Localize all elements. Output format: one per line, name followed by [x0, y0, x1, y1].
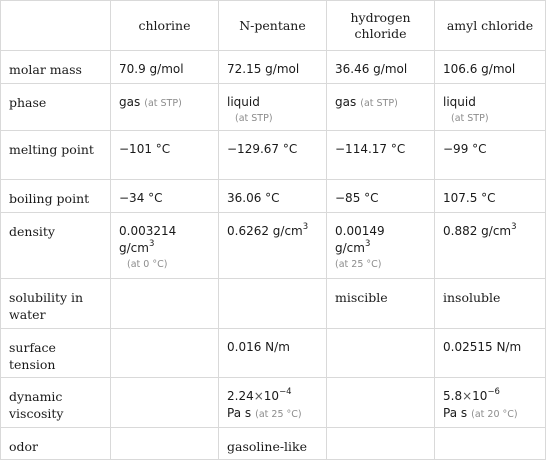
- viscosity-amyl-chloride: [435, 378, 546, 428]
- melting-point-chlorine: −101 °C: [111, 131, 219, 180]
- boiling-point-amyl-chloride: 107.5 °C: [435, 180, 546, 213]
- phase-value: gas: [335, 95, 357, 109]
- viscosity-exponent: −4: [279, 387, 292, 397]
- density-unit: g/cm: [119, 241, 149, 255]
- boiling-point-n-pentane: 36.06 °C: [219, 180, 327, 213]
- surface-tension-chlorine: [111, 329, 219, 378]
- phase-note: (at STP): [451, 113, 489, 124]
- solubility-hydrogen-chloride: miscible: [327, 279, 435, 329]
- row-label-melting-point: melting point: [1, 131, 111, 180]
- solubility-amyl-chloride: insoluble: [435, 279, 546, 329]
- boiling-point-chlorine: −34 °C: [111, 180, 219, 213]
- row-surface-tension: [1, 329, 546, 378]
- melting-point-n-pentane: −129.67 °C: [219, 131, 327, 180]
- row-label-phase: phase: [1, 84, 111, 131]
- density-amyl-chloride: [435, 213, 546, 279]
- density-value: 0.003214: [119, 224, 177, 238]
- density-note: (at 25 °C): [335, 259, 382, 270]
- viscosity-chlorine: [111, 378, 219, 428]
- row-solubility: [1, 279, 546, 329]
- row-density: [1, 213, 546, 279]
- odor-n-pentane: gasoline-like: [219, 428, 327, 460]
- row-label-molar-mass: molar mass: [1, 51, 111, 84]
- times-sign: ×: [253, 389, 264, 403]
- row-phase: [1, 84, 546, 131]
- phase-chlorine: [111, 84, 219, 131]
- density-value: 0.00149: [335, 224, 385, 238]
- row-label-surface-tension: surface tension: [1, 329, 111, 378]
- surface-tension-amyl-chloride: 0.02515 N/m: [435, 329, 546, 378]
- density-value: 0.6262 g/cm: [227, 224, 303, 238]
- phase-value: gas: [119, 95, 141, 109]
- col-header-chlorine: chlorine: [111, 1, 219, 51]
- surface-tension-n-pentane: 0.016 N/m: [219, 329, 327, 378]
- density-unit-exponent: 3: [148, 239, 155, 249]
- viscosity-n-pentane: [219, 378, 327, 428]
- row-label-solubility: solubility in water: [1, 279, 111, 329]
- phase-note: (at STP): [360, 98, 398, 109]
- density-unit-exponent: 3: [364, 239, 371, 249]
- row-melting-point: [1, 131, 546, 180]
- molar-mass-amyl-chloride: 106.6 g/mol: [435, 51, 546, 84]
- row-label-dynamic-viscosity: dynamic viscosity: [1, 378, 111, 428]
- row-label-density: density: [1, 213, 111, 279]
- density-note: (at 0 °C): [127, 259, 168, 270]
- phase-hydrogen-chloride: [327, 84, 435, 131]
- molar-mass-n-pentane: 72.15 g/mol: [219, 51, 327, 84]
- row-boiling-point: [1, 180, 546, 213]
- phase-note: (at STP): [235, 113, 273, 124]
- col-header-hydrogen-chloride: hydrogen chloride: [327, 1, 435, 51]
- molar-mass-chlorine: 70.9 g/mol: [111, 51, 219, 84]
- boiling-point-hydrogen-chloride: −85 °C: [327, 180, 435, 213]
- col-header-n-pentane: N-pentane: [219, 1, 327, 51]
- density-unit-exponent: 3: [511, 222, 517, 232]
- times-sign: ×: [462, 389, 473, 403]
- viscosity-base: 10: [263, 389, 280, 403]
- phase-value: liquid: [227, 95, 260, 109]
- density-hydrogen-chloride: [327, 213, 435, 279]
- density-chlorine: [111, 213, 219, 279]
- col-header-amyl-chloride: amyl chloride: [435, 1, 546, 51]
- solubility-chlorine: [111, 279, 219, 329]
- surface-tension-hydrogen-chloride: [327, 329, 435, 378]
- phase-value: liquid: [443, 95, 476, 109]
- molar-mass-hydrogen-chloride: 36.46 g/mol: [327, 51, 435, 84]
- row-molar-mass: [1, 51, 546, 84]
- solubility-n-pentane: [219, 279, 327, 329]
- viscosity-hydrogen-chloride: [327, 378, 435, 428]
- density-unit-exponent: 3: [302, 222, 309, 232]
- viscosity-unit: Pa s: [227, 406, 252, 420]
- phase-amyl-chloride: [435, 84, 546, 131]
- melting-point-amyl-chloride: −99 °C: [435, 131, 546, 180]
- viscosity-mantissa: 2.24: [227, 389, 254, 403]
- viscosity-note: (at 25 °C): [255, 409, 302, 420]
- viscosity-mantissa: 5.8: [443, 389, 463, 403]
- melting-point-hydrogen-chloride: −114.17 °C: [327, 131, 435, 180]
- phase-note: (at STP): [144, 98, 182, 109]
- odor-chlorine: [111, 428, 219, 460]
- row-label-odor: odor: [1, 428, 111, 460]
- viscosity-base: 10: [472, 389, 488, 403]
- phase-n-pentane: [219, 84, 327, 131]
- corner-cell: [1, 1, 111, 51]
- viscosity-note: (at 20 °C): [471, 409, 518, 420]
- density-unit: g/cm: [335, 241, 365, 255]
- viscosity-exponent: −6: [487, 387, 500, 397]
- row-odor: [1, 428, 546, 460]
- density-value: 0.882 g/cm: [443, 224, 512, 238]
- density-n-pentane: [219, 213, 327, 279]
- row-label-boiling-point: boiling point: [1, 180, 111, 213]
- row-dynamic-viscosity: [1, 378, 546, 428]
- odor-hydrogen-chloride: [327, 428, 435, 460]
- odor-amyl-chloride: [435, 428, 546, 460]
- header-row: [1, 1, 546, 51]
- viscosity-unit: Pa s: [443, 406, 468, 420]
